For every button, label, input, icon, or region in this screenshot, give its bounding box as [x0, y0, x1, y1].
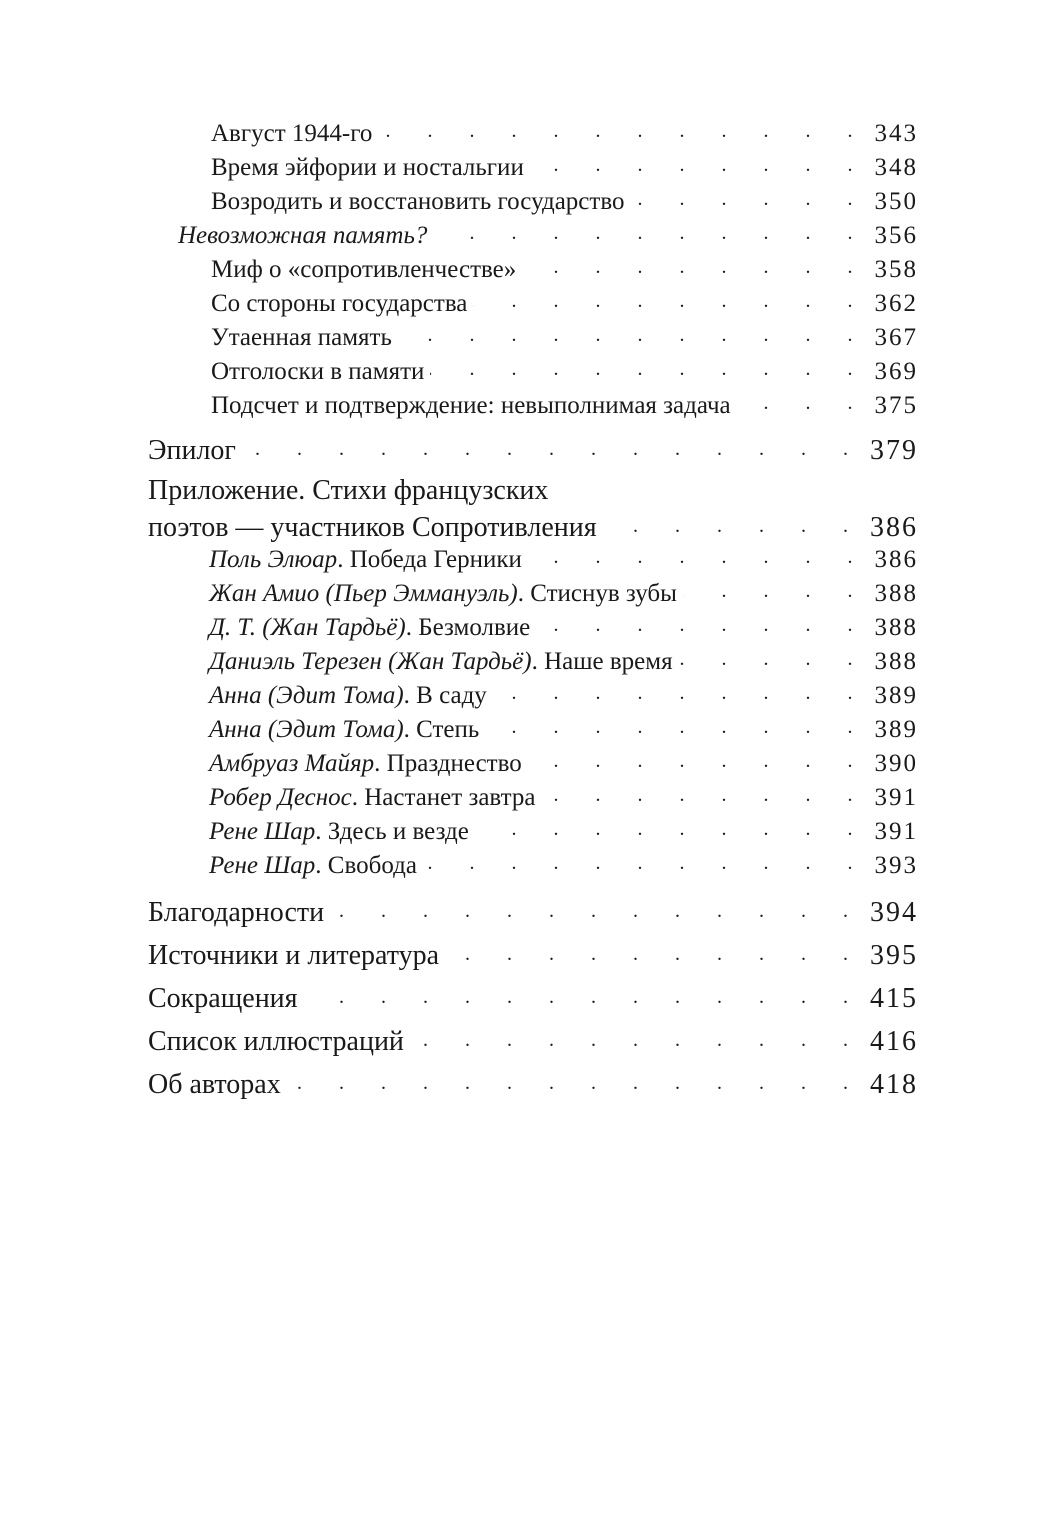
- toc-entry: [209, 712, 918, 744]
- toc-entry-page: 391: [874, 784, 918, 811]
- toc-entry-page: 386: [874, 546, 918, 573]
- dot-leader: [530, 150, 869, 175]
- toc-entry-author: Д. Т. (Жан Тардьё): [209, 614, 406, 641]
- toc-entry-title: [209, 580, 677, 608]
- toc-entry-title: Время эйфории и ностальгии: [211, 154, 524, 181]
- toc-entry: [209, 780, 918, 812]
- toc-entry: [148, 1065, 918, 1101]
- toc-entry-author: Рене Шар: [209, 852, 316, 879]
- toc-entry-poem-title: . Победа Герники: [337, 546, 522, 573]
- toc-entry-title-line1: Приложение. Стихи французских: [148, 475, 549, 506]
- toc-entry: [148, 893, 918, 929]
- toc-entry-author: Анна (Эдит Тома): [209, 716, 404, 743]
- dot-leader: [433, 218, 868, 243]
- toc-entry-title-italic: Невозможная память?: [178, 222, 428, 249]
- toc-entry-title: [209, 852, 417, 880]
- toc-entry-page: 389: [874, 716, 918, 743]
- toc-entry: [209, 542, 918, 574]
- toc-entry-page: 388: [874, 648, 918, 675]
- toc-entry-title: Сокращения: [148, 983, 298, 1014]
- toc-entry-title: Возродить и восстановить государство: [211, 188, 625, 215]
- toc-entry: [209, 610, 918, 642]
- toc-entry: [211, 354, 918, 386]
- toc-entry: [209, 678, 918, 710]
- toc-entry-poem-title: . Празднество: [374, 750, 522, 777]
- toc-entry-page: 395: [870, 940, 918, 971]
- toc-entry: [148, 508, 918, 544]
- toc-entry-page: 348: [874, 154, 918, 181]
- toc-entry: [211, 184, 918, 216]
- toc-entry-page: 343: [874, 120, 918, 147]
- toc-entry-page: 375: [874, 392, 918, 419]
- toc-entry-title: Август 1944-го: [211, 120, 373, 147]
- toc-entry-title: Об авторах: [148, 1069, 281, 1100]
- toc-entry: [148, 979, 918, 1015]
- toc-entry-title: [178, 222, 427, 250]
- toc-entry-title: Со стороны государства: [211, 290, 468, 317]
- toc-entry-poem-title: . В саду: [403, 682, 487, 709]
- toc-entry-poem-title: . Стиснув зубы: [517, 580, 677, 607]
- toc-entry-page: 394: [870, 897, 918, 928]
- dot-leader: [330, 893, 864, 921]
- toc-entry: [148, 1022, 918, 1058]
- toc-entry-title: Миф о «сопротивленчестве»: [211, 256, 517, 283]
- toc-entry-title: Отголоски в памяти: [211, 358, 425, 385]
- dot-leader: [410, 1022, 864, 1050]
- toc-entry-title: [209, 682, 487, 710]
- toc-entry-title: Список иллюстраций: [148, 1026, 404, 1057]
- toc-entry-page: 388: [874, 580, 918, 607]
- toc-entry: [211, 252, 918, 284]
- toc-entry: [148, 431, 918, 467]
- toc-entry-page: 393: [874, 852, 918, 879]
- toc-entry-poem-title: . Свобода: [315, 852, 417, 879]
- dot-leader: [445, 936, 864, 964]
- toc-entry: [209, 576, 918, 608]
- toc-entry-title: Благодарности: [148, 897, 325, 928]
- toc-entry-page: 418: [870, 1069, 918, 1100]
- toc-entry-title: Утаенная память: [211, 324, 392, 351]
- toc-entry-page: 367: [874, 324, 918, 351]
- toc-entry-title: [209, 648, 673, 676]
- toc-entry-page: 390: [874, 750, 918, 777]
- dot-leader: [378, 116, 868, 141]
- toc-entry-poem-title: . Наше время: [531, 648, 673, 675]
- dot-leader: [630, 184, 868, 209]
- toc-entry-page: 388: [874, 614, 918, 641]
- toc-entry-page: 362: [874, 290, 918, 317]
- toc-entry-page: 369: [874, 358, 918, 385]
- toc-entry-title: [209, 750, 522, 778]
- toc-entry: [211, 320, 918, 352]
- toc-entry-title: [209, 546, 522, 574]
- toc-entry-title: [209, 614, 530, 642]
- dot-leader: [493, 678, 869, 703]
- toc-entry-page: 389: [874, 682, 918, 709]
- toc-entry-title: Источники и литература: [148, 940, 440, 971]
- toc-entry-page: 379: [870, 435, 918, 466]
- toc-entry-author: Поль Элюар: [209, 546, 338, 573]
- toc-entry-page: 356: [874, 222, 918, 249]
- toc-entry: [178, 218, 918, 250]
- dot-leader: [737, 388, 869, 413]
- toc-entry-poem-title: . Здесь и везде: [315, 818, 469, 845]
- dot-leader: [536, 610, 868, 635]
- dot-leader: [522, 252, 868, 277]
- dot-leader: [423, 848, 869, 873]
- toc-entry: [211, 388, 918, 420]
- toc-entry-page: 416: [870, 1026, 918, 1057]
- dot-leader: [287, 1065, 864, 1093]
- toc-entry-author: Анна (Эдит Тома): [209, 682, 404, 709]
- toc-entry-title: [209, 784, 535, 812]
- toc-entry: [211, 116, 918, 148]
- dot-leader: [430, 354, 868, 379]
- toc-entry-title: Подсчет и подтверждение: невыполнимая задача: [211, 392, 731, 419]
- toc-entry: [209, 848, 918, 880]
- toc-entry-page: 391: [874, 818, 918, 845]
- dot-leader: [528, 542, 869, 567]
- toc-entry: [209, 746, 918, 778]
- toc-entry-poem-title: . Степь: [403, 716, 480, 743]
- toc-entry-title: Эпилог: [148, 435, 236, 466]
- toc-entry: [211, 286, 918, 318]
- dot-leader: [242, 431, 864, 459]
- toc-entry: [209, 814, 918, 846]
- toc-entry-poem-title: . Настанет завтра: [351, 784, 536, 811]
- toc-entry-page: 415: [870, 983, 918, 1014]
- toc-entry: [148, 936, 918, 972]
- toc-entry-title: [209, 818, 469, 846]
- toc-entry-author: Рене Шар: [209, 818, 316, 845]
- toc-entry-page: 358: [874, 256, 918, 283]
- toc-entry-page: 350: [874, 188, 918, 215]
- toc-entry: [209, 644, 918, 676]
- dot-leader: [679, 644, 869, 669]
- dot-leader: [541, 780, 868, 805]
- toc-entry-title: [209, 716, 479, 744]
- toc-entry-author: Даниэль Терезен (Жан Тардьё): [209, 648, 532, 675]
- toc-entry-page: 386: [870, 512, 918, 543]
- dot-leader: [398, 320, 869, 345]
- toc-entry: [211, 150, 918, 182]
- dot-leader: [485, 712, 868, 737]
- toc-entry-poem-title: . Безмолвие: [405, 614, 531, 641]
- toc-entry-author: Жан Амио (Пьер Эммануэль): [209, 580, 518, 607]
- dot-leader: [528, 746, 869, 771]
- toc-entry-author: Амбруаз Майяр: [209, 750, 375, 777]
- dot-leader: [683, 576, 869, 601]
- dot-leader: [473, 286, 868, 311]
- dot-leader: [304, 979, 864, 1007]
- dot-leader: [475, 814, 869, 839]
- toc-entry-author: Робер Деснос: [209, 784, 352, 811]
- toc-entry-title: поэтов — участников Сопротивления: [148, 512, 597, 543]
- dot-leader: [603, 508, 864, 536]
